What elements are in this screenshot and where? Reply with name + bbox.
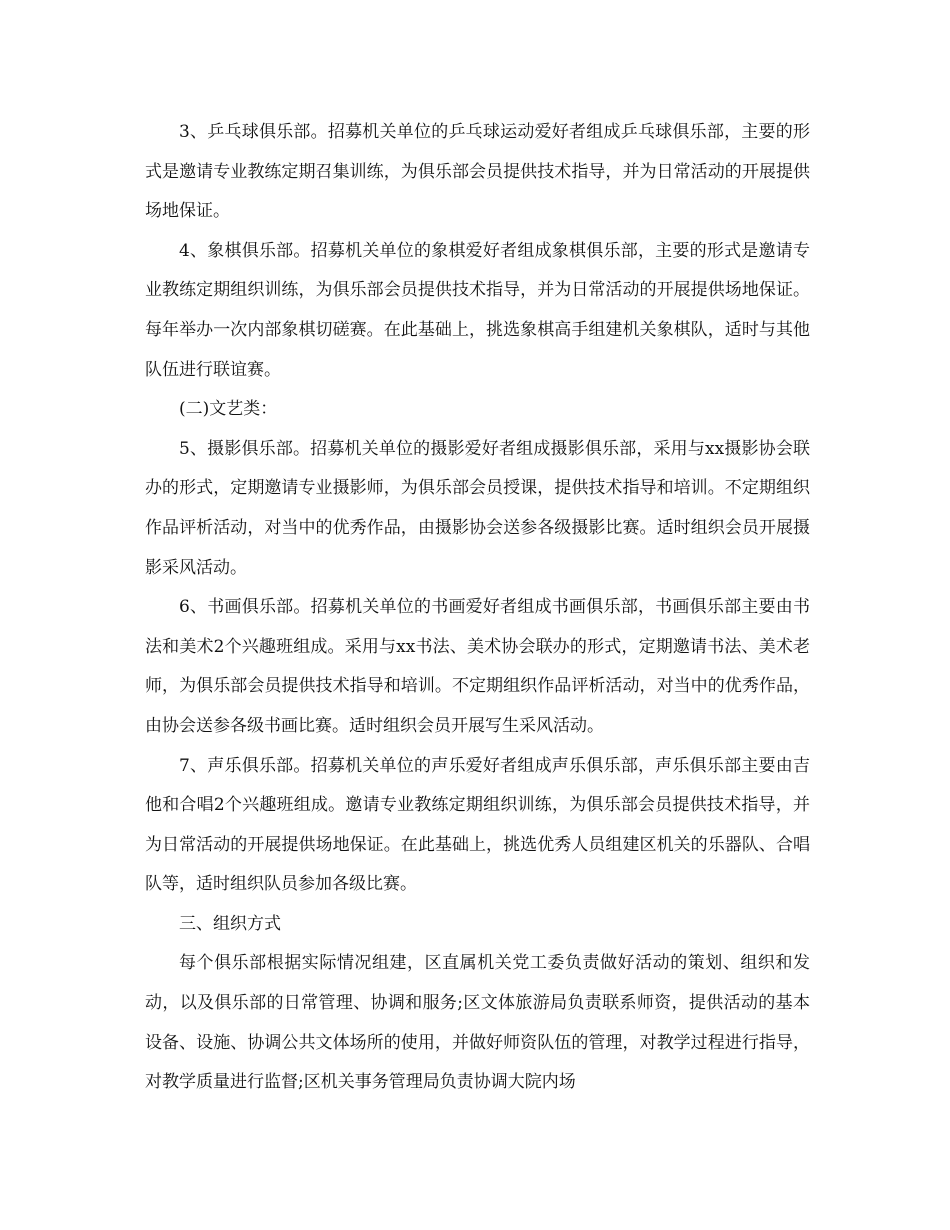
paragraph-organization-method: 每个俱乐部根据实际情况组建，区直属机关党工委负责做好活动的策划、组织和发动，以及俱乐部的日常管理、协调和服务;区文体旅游局负责联系师资，提供活动的基本设备、设施、协调公共文体场所的使用，并做好师资队伍的管理，对教学过程进行指导，对教学质量进行监督;区机关事务管理局负责协调大院内场: [145, 953, 810, 1093]
document-page: [145, 113, 810, 1103]
paragraph-vocal-club: 7、声乐俱乐部。招募机关单位的声乐爱好者组成声乐俱乐部，声乐俱乐部主要由吉他和合唱2个兴趣班组成。邀请专业教练定期组织训练，为俱乐部会员提供技术指导，并为日常活动的开展提供场地保证。在此基础上，挑选优秀人员组建区机关的乐器队、合唱队等，适时组织队员参加各级比赛。: [145, 755, 810, 895]
section-heading-organization: 三、组织方式: [179, 913, 281, 934]
paragraph-photography-club: 5、摄影俱乐部。招募机关单位的摄影爱好者组成摄影俱乐部，采用与xx摄影协会联办的形式，定期邀请专业摄影师，为俱乐部会员授课，提供技术指导和培训。不定期组织作品评析活动，对当中的优秀作品，由摄影协会送参各级摄影比赛。适时组织会员开展摄影采风活动。: [145, 438, 810, 578]
section-heading-arts: (二)文艺类：: [179, 399, 278, 420]
paragraph-chess-club: 4、象棋俱乐部。招募机关单位的象棋爱好者组成象棋俱乐部，主要的形式是邀请专业教练定期组织训练，为俱乐部会员提供技术指导，并为日常活动的开展提供场地保证。每年举办一次内部象棋切磋赛。在此基础上，挑选象棋高手组建机关象棋队，适时与其他队伍进行联谊赛。: [145, 240, 810, 380]
paragraph-pingpong-club: 3、乒乓球俱乐部。招募机关单位的乒乓球运动爱好者组成乒乓球俱乐部，主要的形式是邀请专业教练定期召集训练，为俱乐部会员提供技术指导，并为日常活动的开展提供场地保证。: [145, 122, 810, 222]
paragraph-calligraphy-club: 6、书画俱乐部。招募机关单位的书画爱好者组成书画俱乐部，书画俱乐部主要由书法和美术2个兴趣班组成。采用与xx书法、美术协会联办的形式，定期邀请书法、美术老师，为俱乐部会员提供技术指导和培训。不定期组织作品评析活动，对当中的优秀作品，由协会送参各级书画比赛。适时组织会员开展写生采风活动。: [145, 597, 810, 736]
